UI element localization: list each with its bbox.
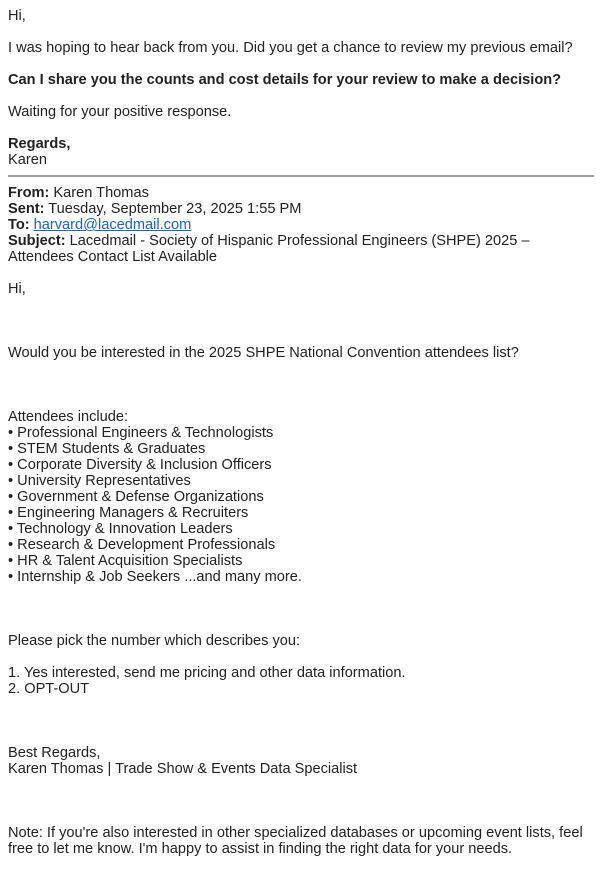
- from-value: Karen Thomas: [53, 185, 149, 201]
- reply-line-3: Waiting for your positive response.: [8, 104, 232, 120]
- pick-prompt: Please pick the number which describes you:: [8, 633, 301, 649]
- signoff: Best Regards,: [8, 745, 101, 761]
- attendee-item: • Engineering Managers & Recruiters: [8, 505, 249, 521]
- divider: [8, 175, 594, 177]
- reply-line-2: Can I share you the counts and cost details for your review to make a decision?: [8, 72, 562, 88]
- attendees-intro: Attendees include:: [8, 409, 129, 425]
- from-label: From:: [8, 185, 50, 201]
- original-greeting: Hi,: [8, 281, 26, 297]
- original-question: Would you be interested in the 2025 SHPE National Convention attendees list?: [8, 345, 519, 361]
- reply-line-1: I was hoping to hear back from you. Did you get a chance to review my previous email?: [8, 40, 573, 56]
- attendee-item: • Professional Engineers & Technologists: [8, 425, 274, 441]
- attendee-item: • STEM Students & Graduates: [8, 441, 206, 457]
- subject-row: [8, 233, 594, 265]
- reply-closing: Regards,: [8, 136, 71, 152]
- attendee-item: • Technology & Innovation Leaders: [8, 521, 233, 537]
- subject-value: Lacedmail - Society of Hispanic Professional Engineers (SHPE) 2025 – Attendees Contact List Available: [8, 233, 530, 265]
- subject-label: Subject:: [8, 233, 66, 249]
- sent-label: Sent:: [8, 201, 45, 217]
- option-2: 2. OPT-OUT: [8, 681, 90, 697]
- sent-value: Tuesday, September 23, 2025 1:55 PM: [48, 201, 302, 217]
- attendee-item: • Government & Defense Organizations: [8, 489, 264, 505]
- attendee-item: • HR & Talent Acquisition Specialists: [8, 553, 243, 569]
- attendee-item: • Internship & Job Seekers ...and many more.: [8, 569, 302, 585]
- reply-greeting: Hi,: [8, 8, 26, 24]
- attendee-item: • Corporate Diversity & Inclusion Officers: [8, 457, 272, 473]
- attendee-item: • University Representatives: [8, 473, 191, 489]
- to-label: To:: [8, 217, 30, 233]
- to-row: [8, 217, 594, 233]
- signature: Karen Thomas | Trade Show & Events Data Specialist: [8, 761, 358, 777]
- attendee-item: • Research & Development Professionals: [8, 537, 276, 553]
- attendees-list: [8, 425, 594, 585]
- option-1: 1. Yes interested, send me pricing and other data information.: [8, 665, 406, 681]
- to-email-link[interactable]: harvard@lacedmail.com: [33, 217, 192, 233]
- reply-name: Karen: [8, 152, 47, 168]
- note: Note: If you're also interested in other specialized databases or upcoming event lists, feel free to let me know. I'm happy to assist in finding the right data for your needs.: [8, 825, 583, 857]
- from-row: [8, 185, 594, 201]
- message-header: [8, 185, 594, 265]
- sent-row: [8, 201, 594, 217]
